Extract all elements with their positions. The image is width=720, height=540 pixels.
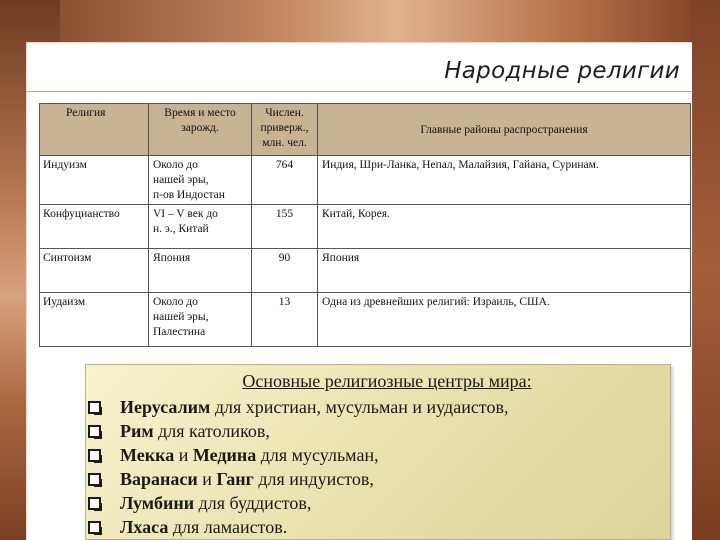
centers-title: Основные религиозные центры мира: [242, 371, 532, 391]
table-row [40, 205, 691, 249]
center-text: для ламаистов. [168, 517, 288, 537]
cell-religion: Иудаизм [40, 293, 149, 347]
checkbox-bullet-icon [88, 425, 101, 438]
center-place: Лхаса [120, 517, 169, 537]
center-connector: и [197, 469, 217, 489]
cell-followers: 90 [252, 249, 318, 293]
header-regions: Главные районы распространения [318, 104, 691, 156]
center-text: для христиан, мусульман и иудаистов, [210, 397, 509, 417]
slide-title: Народные религии [444, 58, 680, 84]
header-religion: Религия [40, 104, 149, 156]
center-place: Мекка [120, 445, 175, 465]
cell-origin: Около до нашей эры, п-ов Индостан [149, 156, 252, 205]
table-row [40, 249, 691, 293]
center-place: Варанаси [120, 469, 198, 489]
religions-table [39, 103, 691, 347]
list-item [86, 491, 672, 515]
background-top-band [0, 0, 720, 44]
checkbox-bullet-icon [88, 473, 101, 486]
center-connector: и [174, 445, 193, 465]
cell-followers: 764 [252, 156, 318, 205]
header-origin: Время и место зарожд. [149, 104, 252, 156]
cell-regions: Индия, Шри-Ланка, Непал, Малайзия, Гайана, Суринам. [318, 156, 691, 205]
cell-religion: Индуизм [40, 156, 149, 205]
cell-regions: Китай, Корея. [318, 205, 691, 249]
centers-list [86, 395, 672, 539]
center-text: для буддистов, [194, 493, 312, 513]
list-item [86, 395, 672, 419]
header-followers: Числен. приверж., млн. чел. [252, 104, 318, 156]
background-right-band [690, 0, 720, 540]
center-text: для индуистов, [253, 469, 374, 489]
checkbox-bullet-icon [88, 401, 101, 414]
list-item [86, 443, 672, 467]
title-divider [26, 91, 692, 92]
list-item [86, 515, 672, 539]
list-item [86, 467, 672, 491]
center-place: Рим [120, 421, 154, 441]
center-place: Лумбини [120, 493, 195, 513]
cell-origin: Япония [149, 249, 252, 293]
checkbox-bullet-icon [88, 449, 101, 462]
cell-origin: Около до нашей эры, Палестина [149, 293, 252, 347]
cell-regions: Япония [318, 249, 691, 293]
checkbox-bullet-icon [88, 521, 101, 534]
center-place: Иерусалим [120, 397, 211, 417]
cell-regions: Одна из древнейших религий: Израиль, США. [318, 293, 691, 347]
center-place: Ганг [216, 469, 254, 489]
cell-origin: VI – V век до н. э., Китай [149, 205, 252, 249]
table-header-row [40, 104, 691, 156]
center-place: Медина [192, 445, 257, 465]
religious-centers-note [85, 364, 671, 540]
center-text: для католиков, [153, 421, 270, 441]
table-row [40, 156, 691, 205]
center-text: для мусульман, [256, 445, 379, 465]
cell-religion: Конфуцианство [40, 205, 149, 249]
table-row [40, 293, 691, 347]
cell-followers: 13 [252, 293, 318, 347]
cell-followers: 155 [252, 205, 318, 249]
cell-religion: Синтоизм [40, 249, 149, 293]
list-item [86, 419, 672, 443]
checkbox-bullet-icon [88, 497, 101, 510]
